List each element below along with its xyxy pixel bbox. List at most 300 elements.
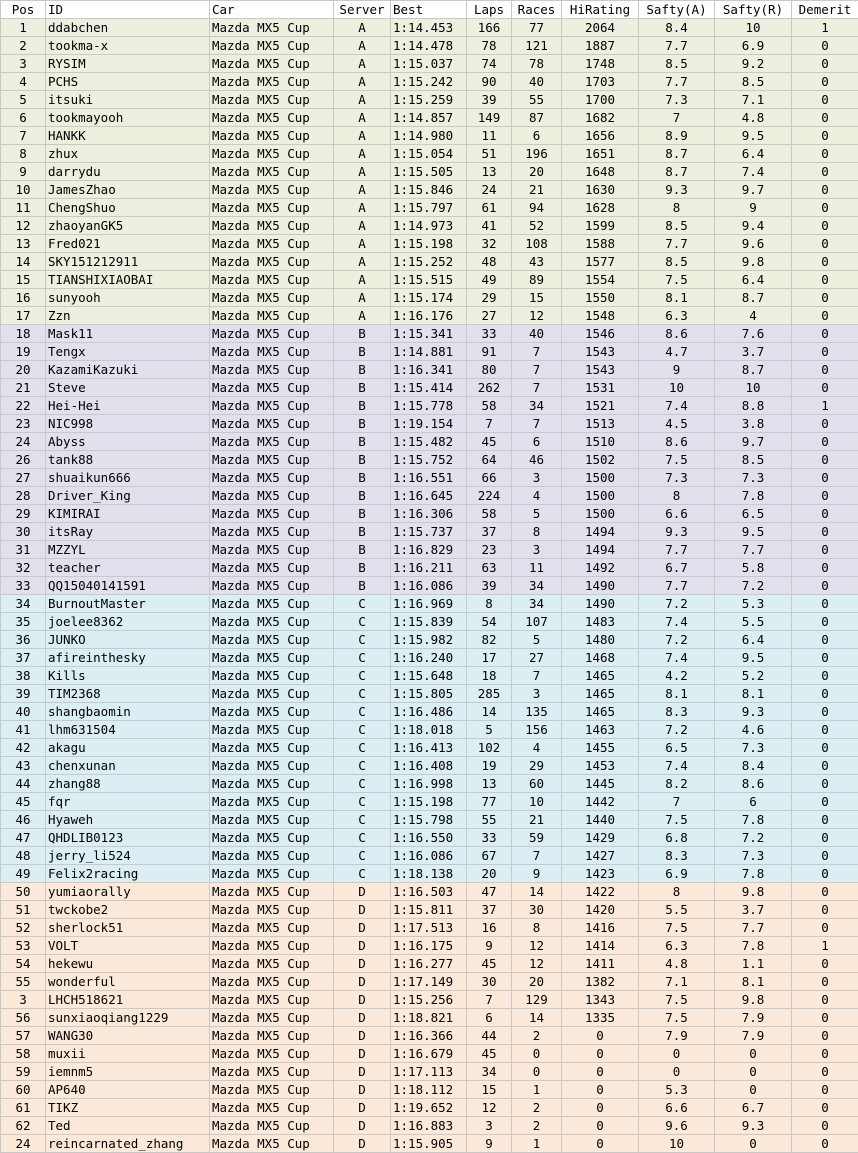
- cell-server: C: [334, 793, 391, 811]
- cell-safty-r: 9.6: [715, 235, 792, 253]
- table-row[interactable]: [1, 271, 858, 289]
- table-row[interactable]: [1, 865, 858, 883]
- cell-id: ddabchen: [46, 19, 210, 37]
- cell-races: 14: [512, 883, 562, 901]
- table-row[interactable]: [1, 1063, 858, 1081]
- cell-best: 1:19.154: [391, 415, 467, 433]
- cell-hirating: 1510: [562, 433, 639, 451]
- table-row[interactable]: [1, 1009, 858, 1027]
- header-best[interactable]: Best: [391, 1, 467, 19]
- cell-hirating: 1416: [562, 919, 639, 937]
- table-row[interactable]: [1, 991, 858, 1009]
- cell-safty-a: 7.4: [639, 397, 715, 415]
- cell-races: 10: [512, 793, 562, 811]
- cell-races: 21: [512, 181, 562, 199]
- cell-hirating: 1483: [562, 613, 639, 631]
- cell-car: Mazda MX5 Cup: [210, 469, 334, 487]
- cell-demerit: 0: [792, 1045, 858, 1063]
- header-races[interactable]: Races: [512, 1, 562, 19]
- cell-demerit: 1: [792, 397, 858, 415]
- table-row[interactable]: [1, 685, 858, 703]
- cell-demerit: 0: [792, 955, 858, 973]
- cell-car: Mazda MX5 Cup: [210, 1117, 334, 1135]
- cell-demerit: 0: [792, 883, 858, 901]
- table-row[interactable]: [1, 253, 858, 271]
- cell-pos: 14: [1, 253, 46, 271]
- cell-car: Mazda MX5 Cup: [210, 559, 334, 577]
- cell-laps: 47: [467, 883, 512, 901]
- cell-best: 1:17.149: [391, 973, 467, 991]
- cell-id: iemnm5: [46, 1063, 210, 1081]
- cell-car: Mazda MX5 Cup: [210, 73, 334, 91]
- cell-best: 1:16.341: [391, 361, 467, 379]
- cell-races: 77: [512, 19, 562, 37]
- cell-safty-a: 8: [639, 199, 715, 217]
- table-row[interactable]: [1, 559, 858, 577]
- cell-races: 89: [512, 271, 562, 289]
- header-id[interactable]: ID: [46, 1, 210, 19]
- cell-pos: 32: [1, 559, 46, 577]
- cell-hirating: 1651: [562, 145, 639, 163]
- cell-car: Mazda MX5 Cup: [210, 181, 334, 199]
- cell-laps: 74: [467, 55, 512, 73]
- cell-pos: 49: [1, 865, 46, 883]
- table-row[interactable]: [1, 523, 858, 541]
- cell-server: A: [334, 163, 391, 181]
- table-row[interactable]: [1, 757, 858, 775]
- cell-laps: 18: [467, 667, 512, 685]
- cell-car: Mazda MX5 Cup: [210, 703, 334, 721]
- cell-server: C: [334, 595, 391, 613]
- cell-car: Mazda MX5 Cup: [210, 415, 334, 433]
- cell-hirating: 1500: [562, 469, 639, 487]
- table-row[interactable]: [1, 73, 858, 91]
- cell-best: 1:15.648: [391, 667, 467, 685]
- cell-demerit: 0: [792, 199, 858, 217]
- cell-car: Mazda MX5 Cup: [210, 1135, 334, 1153]
- cell-id: NIC998: [46, 415, 210, 433]
- cell-hirating: 1648: [562, 163, 639, 181]
- cell-safty-r: 8.5: [715, 73, 792, 91]
- cell-hirating: 1465: [562, 667, 639, 685]
- table-row[interactable]: [1, 1081, 858, 1099]
- cell-pos: 27: [1, 469, 46, 487]
- table-row[interactable]: [1, 469, 858, 487]
- cell-pos: 48: [1, 847, 46, 865]
- cell-car: Mazda MX5 Cup: [210, 973, 334, 991]
- cell-hirating: 0: [562, 1081, 639, 1099]
- table-row[interactable]: [1, 361, 858, 379]
- cell-server: B: [334, 505, 391, 523]
- header-safty-a[interactable]: Safty(A): [639, 1, 715, 19]
- cell-car: Mazda MX5 Cup: [210, 235, 334, 253]
- cell-server: D: [334, 883, 391, 901]
- table-row[interactable]: [1, 325, 858, 343]
- cell-best: 1:15.054: [391, 145, 467, 163]
- cell-pos: 10: [1, 181, 46, 199]
- cell-car: Mazda MX5 Cup: [210, 595, 334, 613]
- cell-demerit: 0: [792, 73, 858, 91]
- table-row[interactable]: [1, 289, 858, 307]
- table-row[interactable]: [1, 829, 858, 847]
- cell-server: B: [334, 559, 391, 577]
- cell-car: Mazda MX5 Cup: [210, 127, 334, 145]
- cell-hirating: 1494: [562, 541, 639, 559]
- cell-server: C: [334, 739, 391, 757]
- cell-hirating: 1543: [562, 343, 639, 361]
- cell-safty-r: 3.8: [715, 415, 792, 433]
- cell-pos: 50: [1, 883, 46, 901]
- header-hirating[interactable]: HiRating: [562, 1, 639, 19]
- table-row[interactable]: [1, 1027, 858, 1045]
- cell-server: A: [334, 235, 391, 253]
- cell-races: 30: [512, 901, 562, 919]
- cell-demerit: 0: [792, 217, 858, 235]
- table-row[interactable]: [1, 667, 858, 685]
- table-row[interactable]: [1, 1117, 858, 1135]
- cell-id: KIMIRAI: [46, 505, 210, 523]
- cell-demerit: 0: [792, 127, 858, 145]
- table-row[interactable]: [1, 235, 858, 253]
- cell-pos: 3: [1, 55, 46, 73]
- cell-races: 4: [512, 487, 562, 505]
- cell-safty-a: 7.4: [639, 613, 715, 631]
- cell-demerit: 0: [792, 775, 858, 793]
- cell-car: Mazda MX5 Cup: [210, 523, 334, 541]
- cell-safty-r: 8.5: [715, 451, 792, 469]
- cell-pos: 13: [1, 235, 46, 253]
- cell-server: A: [334, 145, 391, 163]
- cell-safty-r: 7.7: [715, 919, 792, 937]
- cell-demerit: 0: [792, 523, 858, 541]
- cell-safty-a: 0: [639, 1045, 715, 1063]
- cell-best: 1:15.198: [391, 793, 467, 811]
- cell-car: Mazda MX5 Cup: [210, 1081, 334, 1099]
- cell-best: 1:16.277: [391, 955, 467, 973]
- cell-safty-r: 7.9: [715, 1027, 792, 1045]
- table-row[interactable]: [1, 343, 858, 361]
- cell-safty-r: 9.8: [715, 991, 792, 1009]
- table-row[interactable]: [1, 181, 858, 199]
- cell-demerit: 0: [792, 1135, 858, 1153]
- cell-demerit: 0: [792, 289, 858, 307]
- cell-demerit: 0: [792, 181, 858, 199]
- cell-best: 1:18.018: [391, 721, 467, 739]
- cell-races: 4: [512, 739, 562, 757]
- cell-races: 78: [512, 55, 562, 73]
- cell-best: 1:16.551: [391, 469, 467, 487]
- cell-safty-r: 9.3: [715, 1117, 792, 1135]
- cell-safty-r: 4.8: [715, 109, 792, 127]
- cell-id: Tengx: [46, 343, 210, 361]
- table-row[interactable]: [1, 379, 858, 397]
- cell-best: 1:16.086: [391, 847, 467, 865]
- cell-hirating: 0: [562, 1045, 639, 1063]
- cell-hirating: 1440: [562, 811, 639, 829]
- header-server[interactable]: Server: [334, 1, 391, 19]
- cell-best: 1:16.645: [391, 487, 467, 505]
- cell-best: 1:16.211: [391, 559, 467, 577]
- cell-laps: 224: [467, 487, 512, 505]
- cell-id: Hyaweh: [46, 811, 210, 829]
- table-row[interactable]: [1, 1135, 858, 1153]
- table-row[interactable]: [1, 55, 858, 73]
- cell-races: 8: [512, 523, 562, 541]
- cell-id: wonderful: [46, 973, 210, 991]
- cell-id: sunyooh: [46, 289, 210, 307]
- cell-laps: 58: [467, 397, 512, 415]
- cell-best: 1:16.829: [391, 541, 467, 559]
- cell-races: 0: [512, 1063, 562, 1081]
- cell-laps: 166: [467, 19, 512, 37]
- cell-demerit: 0: [792, 811, 858, 829]
- cell-best: 1:16.679: [391, 1045, 467, 1063]
- cell-server: C: [334, 613, 391, 631]
- cell-id: jerry_li524: [46, 847, 210, 865]
- cell-demerit: 0: [792, 1027, 858, 1045]
- table-row[interactable]: [1, 847, 858, 865]
- cell-races: 14: [512, 1009, 562, 1027]
- cell-races: 6: [512, 127, 562, 145]
- cell-hirating: 1500: [562, 505, 639, 523]
- cell-hirating: 2064: [562, 19, 639, 37]
- table-row[interactable]: [1, 703, 858, 721]
- cell-car: Mazda MX5 Cup: [210, 739, 334, 757]
- cell-hirating: 1423: [562, 865, 639, 883]
- cell-car: Mazda MX5 Cup: [210, 631, 334, 649]
- cell-car: Mazda MX5 Cup: [210, 199, 334, 217]
- cell-safty-a: 6.6: [639, 1099, 715, 1117]
- table-row[interactable]: [1, 631, 858, 649]
- table-row[interactable]: [1, 307, 858, 325]
- cell-pos: 45: [1, 793, 46, 811]
- cell-server: D: [334, 1135, 391, 1153]
- cell-races: 121: [512, 37, 562, 55]
- cell-id: Zzn: [46, 307, 210, 325]
- cell-hirating: 1465: [562, 685, 639, 703]
- cell-safty-a: 4.5: [639, 415, 715, 433]
- cell-races: 29: [512, 757, 562, 775]
- cell-safty-a: 7.2: [639, 595, 715, 613]
- cell-laps: 77: [467, 793, 512, 811]
- cell-safty-a: 6.7: [639, 559, 715, 577]
- cell-hirating: 1521: [562, 397, 639, 415]
- table-row[interactable]: [1, 217, 858, 235]
- table-row[interactable]: [1, 577, 858, 595]
- table-row[interactable]: [1, 199, 858, 217]
- table-row[interactable]: [1, 487, 858, 505]
- cell-hirating: 1427: [562, 847, 639, 865]
- table-row[interactable]: [1, 739, 858, 757]
- cell-races: 46: [512, 451, 562, 469]
- cell-server: C: [334, 649, 391, 667]
- cell-id: TIANSHIXIAOBAI: [46, 271, 210, 289]
- table-row[interactable]: [1, 91, 858, 109]
- cell-demerit: 0: [792, 721, 858, 739]
- table-row[interactable]: [1, 1045, 858, 1063]
- cell-hirating: 1490: [562, 577, 639, 595]
- cell-id: Steve: [46, 379, 210, 397]
- table-row[interactable]: [1, 811, 858, 829]
- table-row[interactable]: [1, 595, 858, 613]
- cell-races: 129: [512, 991, 562, 1009]
- cell-safty-r: 7.4: [715, 163, 792, 181]
- cell-best: 1:16.086: [391, 577, 467, 595]
- cell-id: TIM2368: [46, 685, 210, 703]
- cell-laps: 30: [467, 973, 512, 991]
- table-row[interactable]: [1, 1099, 858, 1117]
- cell-hirating: 1656: [562, 127, 639, 145]
- cell-races: 20: [512, 973, 562, 991]
- header-demerit[interactable]: Demerit: [792, 1, 858, 19]
- table-row[interactable]: [1, 163, 858, 181]
- cell-laps: 262: [467, 379, 512, 397]
- cell-safty-a: 5.3: [639, 1081, 715, 1099]
- cell-id: QQ15040141591: [46, 577, 210, 595]
- cell-safty-r: 9.5: [715, 127, 792, 145]
- cell-id: reincarnated_zhang: [46, 1135, 210, 1153]
- cell-safty-a: 8.1: [639, 289, 715, 307]
- cell-best: 1:15.797: [391, 199, 467, 217]
- cell-best: 1:16.408: [391, 757, 467, 775]
- cell-demerit: 0: [792, 991, 858, 1009]
- cell-demerit: 0: [792, 865, 858, 883]
- cell-best: 1:16.969: [391, 595, 467, 613]
- header-pos[interactable]: Pos: [1, 1, 46, 19]
- cell-hirating: 1455: [562, 739, 639, 757]
- cell-demerit: 0: [792, 505, 858, 523]
- cell-server: D: [334, 901, 391, 919]
- cell-server: A: [334, 37, 391, 55]
- cell-hirating: 1546: [562, 325, 639, 343]
- cell-car: Mazda MX5 Cup: [210, 667, 334, 685]
- cell-races: 7: [512, 343, 562, 361]
- table-row[interactable]: [1, 37, 858, 55]
- cell-server: A: [334, 217, 391, 235]
- cell-id: shuaikun666: [46, 469, 210, 487]
- cell-laps: 39: [467, 91, 512, 109]
- cell-demerit: 0: [792, 631, 858, 649]
- cell-best: 1:16.413: [391, 739, 467, 757]
- cell-best: 1:15.252: [391, 253, 467, 271]
- cell-demerit: 0: [792, 451, 858, 469]
- cell-car: Mazda MX5 Cup: [210, 613, 334, 631]
- header-safty-r[interactable]: Safty(R): [715, 1, 792, 19]
- cell-id: JUNKO: [46, 631, 210, 649]
- cell-id: itsRay: [46, 523, 210, 541]
- table-row[interactable]: [1, 793, 858, 811]
- cell-best: 1:15.839: [391, 613, 467, 631]
- cell-id: zhaoyanGK5: [46, 217, 210, 235]
- cell-best: 1:15.752: [391, 451, 467, 469]
- table-row[interactable]: [1, 973, 858, 991]
- cell-demerit: 1: [792, 937, 858, 955]
- table-row[interactable]: [1, 451, 858, 469]
- cell-car: Mazda MX5 Cup: [210, 19, 334, 37]
- cell-safty-a: 7.7: [639, 37, 715, 55]
- cell-id: LHCH518621: [46, 991, 210, 1009]
- cell-best: 1:18.138: [391, 865, 467, 883]
- cell-car: Mazda MX5 Cup: [210, 541, 334, 559]
- cell-laps: 55: [467, 811, 512, 829]
- cell-races: 8: [512, 919, 562, 937]
- cell-car: Mazda MX5 Cup: [210, 649, 334, 667]
- cell-demerit: 0: [792, 559, 858, 577]
- cell-pos: 29: [1, 505, 46, 523]
- cell-id: joelee8362: [46, 613, 210, 631]
- table-row[interactable]: [1, 541, 858, 559]
- table-row[interactable]: [1, 955, 858, 973]
- cell-id: shangbaomin: [46, 703, 210, 721]
- cell-server: B: [334, 469, 391, 487]
- cell-laps: 44: [467, 1027, 512, 1045]
- cell-id: Felix2racing: [46, 865, 210, 883]
- table-row[interactable]: [1, 901, 858, 919]
- cell-id: tank88: [46, 451, 210, 469]
- table-row[interactable]: [1, 613, 858, 631]
- table-row[interactable]: [1, 415, 858, 433]
- cell-safty-a: 7.4: [639, 649, 715, 667]
- cell-safty-a: 8.3: [639, 703, 715, 721]
- cell-car: Mazda MX5 Cup: [210, 433, 334, 451]
- table-row[interactable]: [1, 919, 858, 937]
- cell-safty-a: 9.3: [639, 181, 715, 199]
- table-row[interactable]: [1, 649, 858, 667]
- header-car[interactable]: Car: [210, 1, 334, 19]
- cell-car: Mazda MX5 Cup: [210, 1063, 334, 1081]
- cell-car: Mazda MX5 Cup: [210, 757, 334, 775]
- table-row[interactable]: [1, 145, 858, 163]
- cell-hirating: 1630: [562, 181, 639, 199]
- cell-safty-a: 7.7: [639, 235, 715, 253]
- cell-car: Mazda MX5 Cup: [210, 361, 334, 379]
- cell-best: 1:15.805: [391, 685, 467, 703]
- cell-best: 1:14.478: [391, 37, 467, 55]
- cell-demerit: 0: [792, 649, 858, 667]
- table-row[interactable]: [1, 19, 858, 37]
- table-row[interactable]: [1, 397, 858, 415]
- table-row[interactable]: [1, 883, 858, 901]
- cell-pos: 6: [1, 109, 46, 127]
- table-body: [1, 19, 858, 1153]
- table-row[interactable]: [1, 775, 858, 793]
- cell-races: 27: [512, 649, 562, 667]
- cell-safty-a: 9: [639, 361, 715, 379]
- cell-pos: 4: [1, 73, 46, 91]
- cell-safty-a: 4.8: [639, 955, 715, 973]
- cell-demerit: 0: [792, 91, 858, 109]
- table-row[interactable]: [1, 127, 858, 145]
- table-row[interactable]: [1, 433, 858, 451]
- table-row[interactable]: [1, 937, 858, 955]
- cell-car: Mazda MX5 Cup: [210, 325, 334, 343]
- table-row[interactable]: [1, 505, 858, 523]
- cell-best: 1:15.341: [391, 325, 467, 343]
- cell-car: Mazda MX5 Cup: [210, 145, 334, 163]
- cell-hirating: 1554: [562, 271, 639, 289]
- cell-laps: 12: [467, 1099, 512, 1117]
- cell-safty-r: 6.5: [715, 505, 792, 523]
- cell-id: Ted: [46, 1117, 210, 1135]
- cell-car: Mazda MX5 Cup: [210, 829, 334, 847]
- table-row[interactable]: [1, 721, 858, 739]
- table-row[interactable]: [1, 109, 858, 127]
- header-laps[interactable]: Laps: [467, 1, 512, 19]
- cell-safty-a: 8.6: [639, 433, 715, 451]
- cell-best: 1:15.982: [391, 631, 467, 649]
- cell-best: 1:15.905: [391, 1135, 467, 1153]
- cell-server: B: [334, 487, 391, 505]
